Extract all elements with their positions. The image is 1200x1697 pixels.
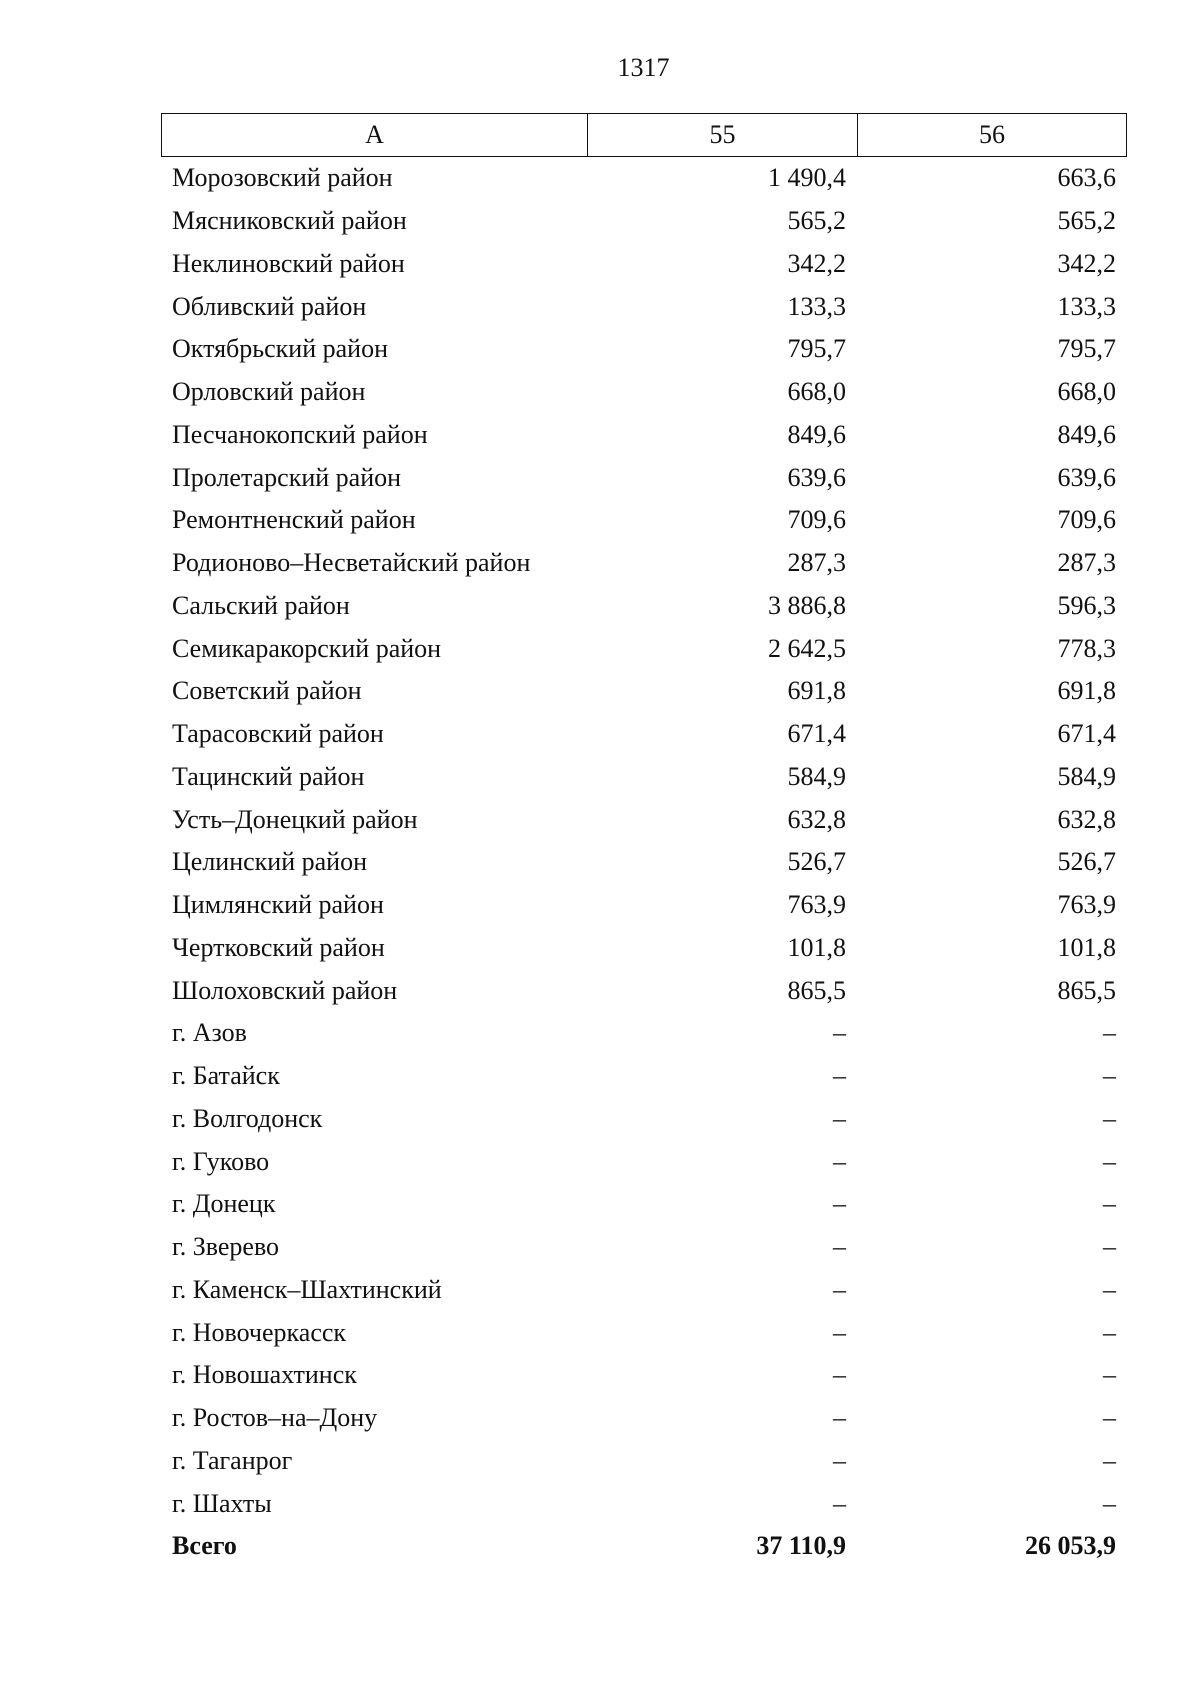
row-value-56: 287,3 [1057,548,1116,578]
row-value-56: – [1103,1403,1116,1433]
table-row [161,1140,1127,1183]
table-row [161,670,1127,713]
row-value-55: 668,0 [787,377,846,407]
table-row [161,1226,1127,1269]
row-value-56: 671,4 [1057,719,1116,749]
row-value-56: – [1103,1445,1116,1475]
table-row [161,798,1127,841]
table-row [161,1183,1127,1226]
row-name: Песчанокопский район [172,419,428,449]
row-value-56: 584,9 [1057,761,1116,791]
row-name: Обливский район [172,291,367,321]
row-name: г. Волгодонск [172,1103,323,1133]
row-name: Родионово–Несветайский район [172,548,531,578]
row-value-55: – [833,1403,846,1433]
row-value-56: – [1103,1146,1116,1176]
table-row [161,969,1127,1012]
table-row [161,371,1127,414]
row-name: Ремонтненский район [172,505,416,535]
row-name: Морозовский район [172,163,393,193]
row-name: г. Донецк [172,1189,276,1219]
row-value-56: 596,3 [1057,590,1116,620]
row-value-56: 795,7 [1057,334,1116,364]
row-name: Семикаракорский район [172,633,442,663]
table-row [161,1397,1127,1440]
row-value-55: 671,4 [787,719,846,749]
table-row [161,1311,1127,1354]
row-value-56: 342,2 [1057,248,1116,278]
row-value-55: 287,3 [787,548,846,578]
table-row [161,756,1127,799]
row-name: Тацинский район [172,761,365,791]
table-body [161,157,1127,1525]
row-value-55: 691,8 [787,676,846,706]
table-row [161,627,1127,670]
table-row [161,157,1127,200]
row-name: Октябрьский район [172,334,388,364]
row-value-55: – [833,1360,846,1390]
table-row [161,1354,1127,1397]
table-row [161,200,1127,243]
row-value-55: – [833,1317,846,1347]
row-value-56: 632,8 [1057,804,1116,834]
row-name: Орловский район [172,377,366,407]
row-name: Усть–Донецкий район [172,804,418,834]
row-value-56: – [1103,1360,1116,1390]
row-value-55: 639,6 [787,462,846,492]
header-cell-a: А [162,114,588,156]
row-value-55: – [833,1488,846,1518]
row-name: Цимлянский район [172,890,384,920]
row-name: г. Ростов–на–Дону [172,1403,378,1433]
table-row [161,414,1127,457]
row-name: г. Гуково [172,1146,270,1176]
row-value-55: 526,7 [787,847,846,877]
table-row [161,585,1127,628]
row-value-56: – [1103,1189,1116,1219]
row-value-56: – [1103,1103,1116,1133]
row-value-55: 1 490,4 [768,163,846,193]
row-value-56: 663,6 [1057,163,1116,193]
row-value-56: 865,5 [1057,975,1116,1005]
row-name: Тарасовский район [172,719,384,749]
row-name: Неклиновский район [172,248,405,278]
row-name: г. Новошахтинск [172,1360,357,1390]
row-name: Пролетарский район [172,462,402,492]
row-value-56: 778,3 [1057,633,1116,663]
row-value-56: 709,6 [1057,505,1116,535]
table-row [161,1098,1127,1141]
table-row [161,1269,1127,1312]
row-value-56: 849,6 [1057,419,1116,449]
table-row [161,499,1127,542]
row-name: Сальский район [172,590,350,620]
table-row [161,1055,1127,1098]
row-value-55: – [833,1146,846,1176]
table-row [161,713,1127,756]
row-value-55: 584,9 [787,761,846,791]
row-value-56: 691,8 [1057,676,1116,706]
row-value-55: 565,2 [787,206,846,236]
row-name: г. Азов [172,1018,247,1048]
row-value-56: – [1103,1018,1116,1048]
row-name: г. Новочеркасск [172,1317,347,1347]
row-value-56: – [1103,1061,1116,1091]
row-value-55: 849,6 [787,419,846,449]
row-value-56: 101,8 [1057,932,1116,962]
row-value-55: 795,7 [787,334,846,364]
row-name: г. Каменск–Шахтинский [172,1274,442,1304]
header-cell-55: 55 [588,114,858,156]
table-row [161,328,1127,371]
row-name: Мясниковский район [172,206,407,236]
row-value-55: 865,5 [787,975,846,1005]
table-header [161,113,1127,157]
row-value-55: – [833,1103,846,1133]
row-value-56: 763,9 [1057,890,1116,920]
row-value-56: – [1103,1488,1116,1518]
total-value-55: 37 110,9 [756,1531,846,1561]
row-value-55: 342,2 [787,248,846,278]
total-row [161,1525,1127,1568]
row-value-56: 565,2 [1057,206,1116,236]
row-value-56: 668,0 [1057,377,1116,407]
table-row [161,1482,1127,1525]
row-value-55: 2 642,5 [768,633,846,663]
row-name: Шолоховский район [172,975,398,1005]
page-number: 1317 [617,53,670,82]
row-name: Советский район [172,676,362,706]
row-value-56: – [1103,1317,1116,1347]
row-name: Чертковский район [172,932,385,962]
row-value-55: 763,9 [787,890,846,920]
data-table [161,113,1127,1568]
row-value-55: – [833,1445,846,1475]
table-row [161,243,1127,286]
total-label: Всего [172,1531,237,1561]
row-value-55: – [833,1189,846,1219]
row-name: Целинский район [172,847,367,877]
row-value-55: 709,6 [787,505,846,535]
row-value-55: – [833,1061,846,1091]
table-row [161,884,1127,927]
row-value-56: – [1103,1274,1116,1304]
table-row [161,542,1127,585]
total-value-56: 26 053,9 [1025,1531,1116,1561]
table-row [161,1012,1127,1055]
table-row [161,456,1127,499]
row-value-55: 101,8 [787,932,846,962]
row-name: г. Зверево [172,1232,280,1262]
row-value-56: 639,6 [1057,462,1116,492]
row-value-56: 133,3 [1057,291,1116,321]
row-value-55: – [833,1018,846,1048]
row-name: г. Таганрог [172,1445,293,1475]
row-value-55: – [833,1232,846,1262]
row-value-55: 3 886,8 [768,590,846,620]
row-value-55: 632,8 [787,804,846,834]
table-row [161,285,1127,328]
row-value-56: 526,7 [1057,847,1116,877]
header-cell-56: 56 [979,120,1005,149]
table-row [161,927,1127,970]
table-row [161,841,1127,884]
table-row [161,1440,1127,1483]
row-name: г. Батайск [172,1061,280,1091]
row-value-56: – [1103,1232,1116,1262]
row-value-55: – [833,1274,846,1304]
row-value-55: 133,3 [787,291,846,321]
row-name: г. Шахты [172,1488,272,1518]
